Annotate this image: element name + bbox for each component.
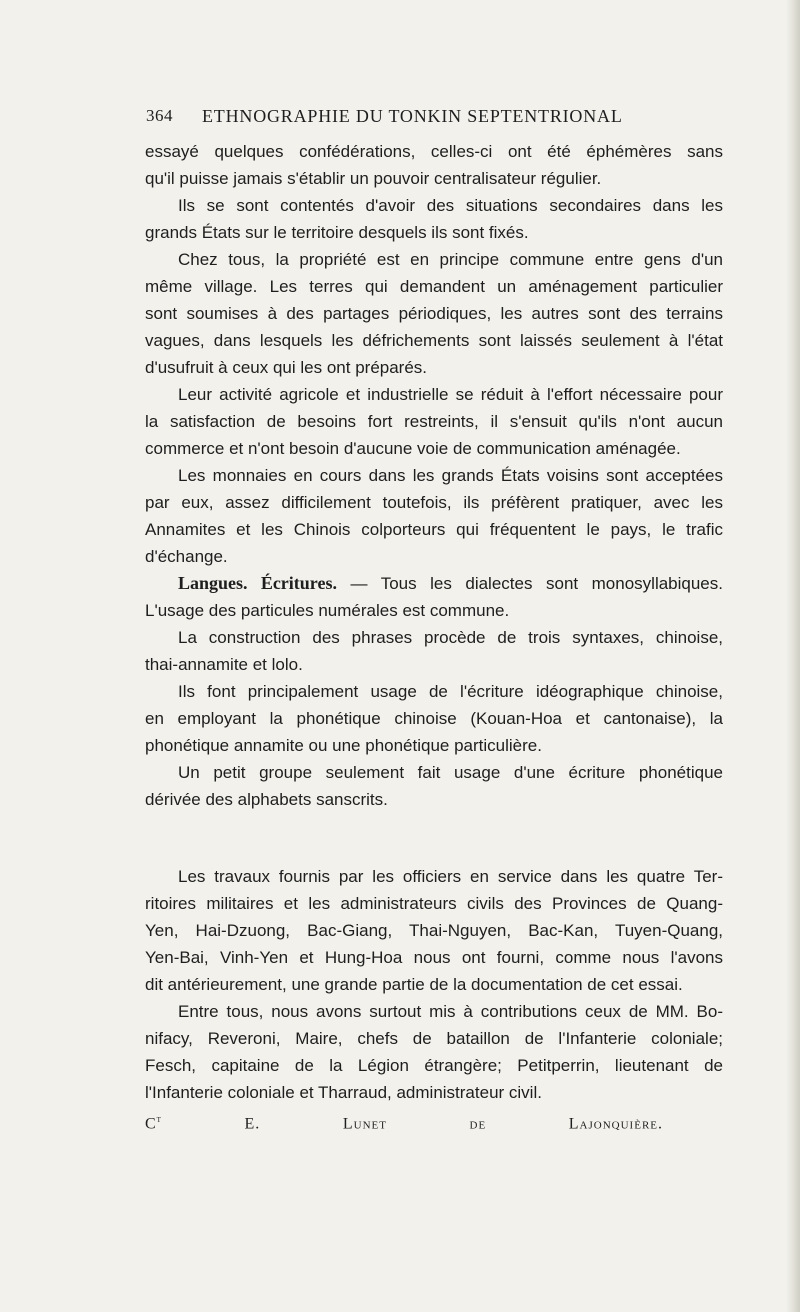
text-line: Chez tous, la propriété est en principe commune entre gens d'un: [178, 250, 723, 269]
text-line: Un petit groupe seulement fait usage d'une écriture phonétique: [178, 763, 723, 782]
section-heading-line: [145, 570, 723, 597]
text-line: Annamites et les Chinois colporteurs qui fréquentent le pays, le trafic: [145, 520, 723, 539]
text-line: Entre tous, nous avons surtout mis à contributions ceux de MM. Bo-: [178, 1002, 723, 1021]
signature-rank-sup: t: [156, 1114, 162, 1125]
section-heading-text: — Tous les dialectes sont monosyllabiques.: [336, 574, 723, 593]
body-text: [145, 138, 723, 1137]
text-line: même village. Les terres qui demandent un aménagement particulier: [145, 277, 723, 296]
text-line: dit antérieurement, une grande partie de la documentation de cet essai.: [145, 975, 683, 994]
paragraph-gap: [145, 813, 723, 863]
text-line: grands États sur le territoire desquels ils sont fixés.: [145, 223, 529, 242]
text-line: L'usage des particules numérales est commune.: [145, 601, 510, 620]
text-line: nifacy, Reveroni, Maire, chefs de bataillon de l'Infanterie coloniale;: [145, 1029, 723, 1048]
text-line: Yen, Hai-Dzuong, Bac-Giang, Thai-Nguyen, Bac-Kan, Tuyen-Quang,: [145, 921, 723, 940]
page-edge-shadow: [786, 0, 800, 1312]
section-heading: Langues. Écritures.: [178, 573, 337, 593]
text-line: Fesch, capitaine de la Légion étrangère; Petitperrin, lieutenant de: [145, 1056, 723, 1075]
page-number: 364: [146, 106, 173, 125]
text-line: essayé quelques confédérations, celles-ci ont été éphémères sans: [145, 142, 723, 161]
text-line: par eux, assez difficilement toutefois, ils préfèrent pratiquer, avec les: [145, 493, 723, 512]
text-line: Ils font principalement usage de l'écriture idéographique chinoise,: [178, 682, 723, 701]
text-line: phonétique annamite ou une phonétique particulière.: [145, 736, 542, 755]
text-line: Les travaux fournis par les officiers en service dans les quatre Ter-: [178, 867, 723, 886]
text-line: ritoires militaires et les administrateurs civils des Provinces de Quang-: [145, 894, 723, 913]
text-line: qu'il puisse jamais s'établir un pouvoir centralisateur régulier.: [145, 169, 602, 188]
text-line: La construction des phrases procède de trois syntaxes, chinoise,: [178, 628, 723, 647]
text-line: l'Infanterie coloniale et Tharraud, administrateur civil.: [145, 1083, 542, 1102]
text-line: en employant la phonétique chinoise (Kouan-Hoa et cantonaise), la: [145, 709, 723, 728]
signature-rank: C: [145, 1115, 157, 1133]
text-line: Leur activité agricole et industrielle se réduit à l'effort nécessaire pour: [178, 385, 723, 404]
running-title: ETHNOGRAPHIE DU TONKIN SEPTENTRIONAL: [202, 106, 623, 126]
signature-name: E. Lunet de Lajonquière.: [161, 1115, 663, 1133]
page-header: [146, 106, 702, 136]
text-line: la satisfaction de besoins fort restreints, il s'ensuit qu'ils n'ont aucun: [145, 412, 723, 431]
text-line: commerce et n'ont besoin d'aucune voie de communication aménagée.: [145, 439, 681, 458]
text-line: vagues, dans lesquels les défrichements sont laissés seulement à l'état: [145, 331, 723, 350]
text-line: d'échange.: [145, 547, 228, 566]
text-line: dérivée des alphabets sanscrits.: [145, 790, 388, 809]
text-line: Les monnaies en cours dans les grands États voisins sont acceptées: [178, 466, 723, 485]
text-line: Ils se sont contentés d'avoir des situations secondaires dans les: [178, 196, 723, 215]
text-line: Yen-Bai, Vinh-Yen et Hung-Hoa nous ont fourni, comme nous l'avons: [145, 948, 723, 967]
text-line: thai-annamite et lolo.: [145, 655, 303, 674]
text-line: d'usufruit à ceux qui les ont préparés.: [145, 358, 428, 377]
text-line: sont soumises à des partages périodiques, les autres sont des terrains: [145, 304, 723, 323]
signature: [145, 1106, 723, 1137]
